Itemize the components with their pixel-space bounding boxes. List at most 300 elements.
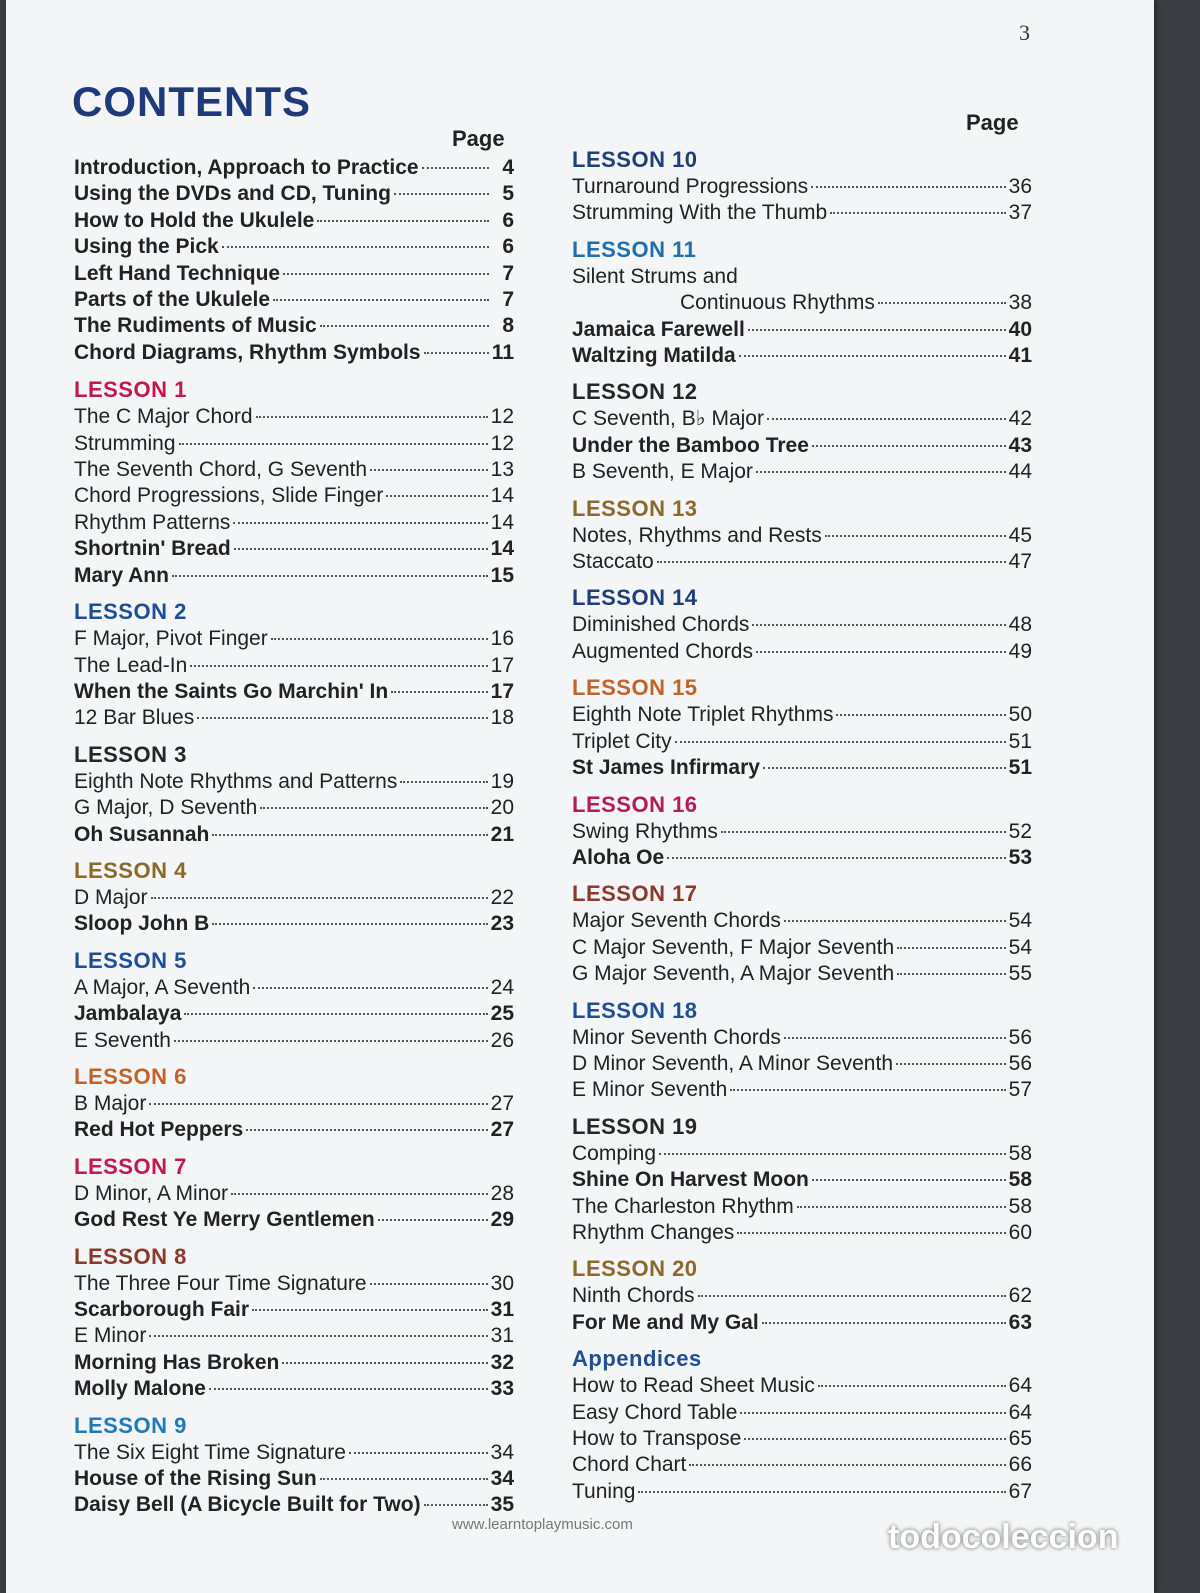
lesson-heading: LESSON 19 — [572, 1113, 698, 1139]
toc-entry — [74, 705, 514, 731]
toc-entry — [572, 1452, 1032, 1478]
book-page — [6, 0, 1154, 1593]
entry-page-number: 43 — [1008, 433, 1032, 457]
dot-leader — [896, 1063, 1006, 1065]
dot-leader — [320, 325, 489, 327]
entry-page-number: 8 — [502, 314, 514, 338]
entry-page-number: 62 — [1008, 1284, 1032, 1308]
dot-leader — [252, 1309, 488, 1311]
entry-page-number: 24 — [490, 975, 514, 999]
entry-title: Shine On Harvest Moon — [572, 1168, 809, 1192]
toc-entry — [572, 935, 1032, 961]
entry-title: Notes, Rhythms and Rests — [572, 523, 822, 547]
lesson-heading: LESSON 15 — [572, 675, 698, 701]
entry-page-number: 14 — [490, 537, 514, 561]
dot-leader — [179, 443, 488, 445]
entry-title: Comping — [572, 1141, 657, 1165]
dot-leader — [784, 920, 1006, 922]
entry-page-number: 4 — [502, 156, 514, 179]
entry-page-number: 27 — [490, 1091, 514, 1115]
entry-page-number: 11 — [491, 340, 514, 364]
entry-title: Aloha Oe — [572, 845, 665, 869]
dot-leader — [151, 897, 488, 899]
entry-title: Eighth Note Rhythms and Patterns — [74, 769, 398, 793]
dot-leader — [222, 246, 489, 248]
entry-page-number: 41 — [1008, 344, 1032, 368]
entry-title: Major Seventh Chords — [572, 909, 781, 933]
dot-leader — [378, 1219, 488, 1221]
entry-title: Triplet City — [572, 729, 672, 753]
dot-leader — [825, 535, 1006, 537]
entry-page-number: 6 — [502, 235, 514, 259]
toc-entry — [74, 1350, 514, 1376]
entry-page-number: 47 — [1008, 550, 1032, 574]
toc-entry — [74, 1323, 514, 1349]
toc-entry — [572, 1310, 1032, 1336]
dot-leader — [784, 1037, 1006, 1039]
dot-leader — [422, 167, 489, 169]
dot-leader — [740, 1412, 1005, 1414]
entry-page-number: 35 — [490, 1493, 514, 1517]
toc-entry — [572, 639, 1032, 665]
lesson-heading: LESSON 1 — [74, 377, 187, 403]
toc-entry — [572, 1373, 1032, 1399]
dot-leader — [282, 1362, 487, 1364]
entry-page-number: 14 — [490, 510, 514, 534]
dot-leader — [424, 1504, 488, 1506]
dot-leader — [675, 741, 1006, 743]
entry-page-number: 50 — [1008, 703, 1032, 727]
lesson-heading: LESSON 3 — [74, 741, 187, 767]
entry-page-number: 65 — [1008, 1427, 1032, 1450]
entry-page-number: 45 — [1008, 523, 1032, 547]
entry-page-number: 25 — [490, 1002, 514, 1026]
dot-leader — [830, 212, 1005, 214]
entry-title: Parts of the Ukulele — [74, 288, 271, 312]
entry-page-number: 31 — [490, 1324, 514, 1348]
entry-title: The C Major Chord — [74, 405, 253, 429]
toc-entry — [74, 234, 514, 260]
entry-page-number: 52 — [1008, 819, 1032, 843]
page-title: CONTENTS — [72, 78, 311, 125]
toc-entry — [74, 483, 514, 509]
dot-leader — [897, 973, 1005, 975]
entry-title: How to Hold the Ukulele — [74, 208, 315, 232]
toc-entry — [74, 155, 514, 181]
entry-title: G Major Seventh, A Major Seventh — [572, 962, 895, 986]
entry-page-number: 7 — [502, 261, 514, 285]
dot-leader — [657, 561, 1006, 563]
entry-title: Daisy Bell (A Bicycle Built for Two) — [74, 1493, 421, 1517]
dot-leader — [797, 1206, 1006, 1208]
toc-entry — [74, 885, 514, 911]
entry-page-number: 32 — [490, 1350, 514, 1374]
entry-page-number: 53 — [1008, 845, 1032, 869]
entry-title: Tuning — [572, 1479, 636, 1503]
toc-entry — [74, 536, 514, 562]
entry-title: The Charleston Rhythm — [572, 1194, 794, 1218]
toc-entry — [74, 1376, 514, 1402]
toc-entry — [74, 975, 514, 1001]
page-column-header-left: Page — [452, 126, 505, 151]
entry-title: Molly Malone — [74, 1377, 206, 1401]
entry-title: Introduction, Approach to Practice — [74, 156, 419, 179]
dot-leader — [349, 1452, 488, 1454]
entry-title: B Major — [74, 1091, 147, 1115]
toc-entry — [74, 679, 514, 705]
dot-leader — [209, 1388, 488, 1390]
entry-title: 12 Bar Blues — [74, 706, 195, 730]
entry-title: Sloop John B — [74, 912, 210, 936]
entry-title: Easy Chord Table — [572, 1400, 738, 1424]
entry-title-line: Silent Strums and — [572, 264, 738, 288]
dot-leader — [386, 495, 487, 497]
entry-page-number: 60 — [1008, 1220, 1032, 1244]
entry-page-number: 22 — [490, 885, 514, 909]
entry-title: The Three Four Time Signature — [74, 1271, 367, 1295]
entry-title: For Me and My Gal — [572, 1310, 759, 1334]
dot-leader — [756, 651, 1006, 653]
entry-title: Ninth Chords — [572, 1284, 695, 1308]
entry-page-number: 18 — [490, 706, 514, 730]
entry-title: Turnaround Progressions — [572, 175, 809, 198]
lesson-heading: LESSON 9 — [74, 1412, 187, 1438]
entry-title: Red Hot Peppers — [74, 1118, 244, 1142]
lesson-heading: LESSON 12 — [572, 379, 698, 405]
dot-leader — [233, 522, 487, 524]
toc-entry — [74, 653, 514, 679]
dot-leader — [811, 186, 1005, 188]
entry-page-number: 23 — [490, 912, 514, 936]
lesson-heading: Appendices — [572, 1346, 702, 1372]
contents-column-left — [74, 155, 514, 1519]
entry-page-number: 19 — [490, 769, 514, 793]
entry-title: Strumming — [74, 431, 176, 455]
toc-entry — [74, 1492, 514, 1518]
toc-entry — [572, 729, 1032, 755]
dot-leader — [283, 273, 489, 275]
toc-entry — [572, 433, 1032, 459]
entry-title: C Major Seventh, F Major Seventh — [572, 935, 895, 959]
entry-title: Rhythm Changes — [572, 1220, 735, 1244]
dot-leader — [744, 1438, 1005, 1440]
entry-page-number: 58 — [1008, 1168, 1032, 1192]
lesson-heading: LESSON 16 — [572, 791, 698, 817]
entry-page-number: 44 — [1008, 460, 1032, 484]
entry-title: Using the DVDs and CD, Tuning — [74, 182, 391, 206]
lesson-heading: LESSON 8 — [74, 1243, 187, 1269]
entry-page-number: 29 — [490, 1208, 514, 1232]
toc-entry — [74, 1117, 514, 1143]
toc-entry — [74, 822, 514, 848]
entry-page-number: 17 — [490, 679, 514, 703]
toc-entry — [572, 1167, 1032, 1193]
entry-page-number: 20 — [490, 796, 514, 820]
entry-title: Diminished Chords — [572, 613, 750, 637]
entry-title: Chord Diagrams, Rhythm Symbols — [74, 340, 421, 364]
entry-title: Swing Rhythms — [572, 819, 718, 843]
toc-entry — [74, 1181, 514, 1207]
entry-title: A Major, A Seventh — [74, 975, 251, 999]
lesson-heading: LESSON 18 — [572, 997, 698, 1023]
website-footer: www.learntoplaymusic.com — [452, 1516, 633, 1533]
toc-entry — [572, 200, 1032, 226]
dot-leader — [370, 1283, 488, 1285]
entry-page-number: 56 — [1008, 1051, 1032, 1075]
entry-title: Continuous Rhythms — [680, 291, 875, 315]
toc-entry — [572, 819, 1032, 845]
entry-page-number: 63 — [1008, 1310, 1032, 1334]
toc-entry — [572, 549, 1032, 575]
entry-page-number: 54 — [1008, 909, 1032, 933]
toc-entry — [572, 406, 1032, 432]
toc-entry — [74, 457, 514, 483]
dot-leader — [184, 1013, 487, 1015]
toc-entry — [74, 563, 514, 589]
entry-page-number: 26 — [490, 1028, 514, 1052]
dot-leader — [748, 329, 1006, 331]
dot-leader — [667, 857, 1005, 859]
toc-entry — [74, 287, 514, 313]
dot-leader — [424, 352, 489, 354]
toc-entry — [572, 1283, 1032, 1309]
dot-leader — [320, 1478, 488, 1480]
toc-entry — [572, 290, 1032, 316]
entry-title: Chord Progressions, Slide Finger — [74, 484, 384, 508]
toc-entry — [74, 404, 514, 430]
lesson-heading: LESSON 5 — [74, 947, 187, 973]
toc-entry — [572, 174, 1032, 200]
toc-entry — [572, 1141, 1032, 1167]
dot-leader — [197, 717, 487, 719]
entry-title: Morning Has Broken — [74, 1350, 280, 1374]
dot-leader — [659, 1153, 1006, 1155]
toc-entry — [572, 1220, 1032, 1246]
toc-entry — [572, 1025, 1032, 1051]
dot-leader — [812, 1179, 1006, 1181]
entry-page-number: 40 — [1008, 317, 1032, 341]
entry-title: D Minor Seventh, A Minor Seventh — [572, 1051, 893, 1075]
toc-entry — [74, 510, 514, 536]
entry-page-number: 48 — [1008, 613, 1032, 637]
entry-page-number: 17 — [490, 653, 514, 677]
entry-page-number: 15 — [490, 563, 514, 587]
entry-page-number: 58 — [1008, 1141, 1032, 1165]
entry-title: Using the Pick — [74, 235, 219, 259]
entry-page-number: 13 — [490, 458, 514, 482]
toc-entry — [572, 343, 1032, 369]
entry-page-number: 38 — [1008, 291, 1032, 315]
entry-title: House of the Rising Sun — [74, 1467, 317, 1491]
dot-leader — [763, 767, 1006, 769]
dot-leader — [271, 638, 488, 640]
toc-entry — [74, 626, 514, 652]
entry-title: D Major — [74, 885, 148, 909]
dot-leader — [756, 471, 1006, 473]
entry-title: D Minor, A Minor — [74, 1181, 229, 1205]
toc-entry — [74, 1297, 514, 1323]
dot-leader — [400, 781, 487, 783]
entry-page-number: 30 — [490, 1271, 514, 1295]
entry-page-number: 56 — [1008, 1025, 1032, 1049]
entry-page-number: 64 — [1008, 1400, 1032, 1424]
entry-title: Waltzing Matilda — [572, 344, 736, 368]
entry-title: F Major, Pivot Finger — [74, 627, 268, 651]
dot-leader — [149, 1335, 487, 1337]
entry-title: The Seventh Chord, G Seventh — [74, 458, 368, 482]
entry-title: When the Saints Go Marchin' In — [74, 679, 389, 703]
toc-entry — [572, 755, 1032, 781]
entry-title: Oh Susannah — [74, 822, 210, 846]
entry-title: The Six Eight Time Signature — [74, 1440, 346, 1464]
entry-page-number: 7 — [502, 288, 514, 312]
entry-page-number: 54 — [1008, 935, 1032, 959]
entry-title: Strumming With the Thumb — [572, 201, 828, 225]
lesson-heading: LESSON 17 — [572, 881, 698, 907]
toc-entry — [74, 1440, 514, 1466]
entry-title: Under the Bamboo Tree — [572, 433, 809, 457]
entry-page-number: 31 — [490, 1298, 514, 1321]
entry-page-number: 5 — [502, 182, 514, 206]
dot-leader — [253, 987, 487, 989]
entry-title: Left Hand Technique — [74, 261, 281, 285]
lesson-heading: LESSON 13 — [572, 495, 698, 521]
lesson-heading: LESSON 4 — [74, 857, 187, 883]
dot-leader — [752, 624, 1005, 626]
dot-leader — [190, 665, 487, 667]
entry-title: Augmented Chords — [572, 639, 753, 663]
dot-leader — [737, 1232, 1005, 1234]
toc-entry — [74, 261, 514, 287]
dot-leader — [212, 834, 487, 836]
entry-title: C Seventh, B♭ Major — [572, 407, 764, 431]
entry-page-number: 12 — [490, 405, 514, 429]
toc-entry — [74, 769, 514, 795]
entry-title: Shortnin' Bread — [74, 537, 231, 561]
page-column-header-right: Page — [966, 110, 1019, 135]
toc-entry — [74, 1207, 514, 1233]
entry-page-number: 64 — [1008, 1374, 1032, 1398]
entry-title: Eighth Note Triplet Rhythms — [572, 703, 834, 727]
toc-entry — [572, 845, 1032, 871]
dot-leader — [818, 1385, 1006, 1387]
toc-entry — [572, 1077, 1032, 1103]
entry-page-number: 14 — [490, 484, 514, 508]
dot-leader — [231, 1193, 488, 1195]
entry-page-number: 49 — [1008, 639, 1032, 663]
toc-entry — [74, 795, 514, 821]
toc-entry — [572, 1051, 1032, 1077]
toc-entry — [74, 1271, 514, 1297]
entry-title: G Major, D Seventh — [74, 796, 258, 820]
entry-title: B Seventh, E Major — [572, 460, 753, 484]
toc-entry — [572, 702, 1032, 728]
entry-page-number: 21 — [490, 822, 514, 846]
toc-entry — [74, 340, 514, 366]
entry-page-number: 27 — [490, 1118, 514, 1142]
entry-title: God Rest Ye Merry Gentlemen — [74, 1208, 375, 1232]
dot-leader — [897, 947, 1006, 949]
toc-entry — [572, 1194, 1032, 1220]
lesson-heading: LESSON 20 — [572, 1256, 698, 1282]
toc-entry — [74, 313, 514, 339]
entry-page-number: 66 — [1008, 1453, 1032, 1477]
toc-entry — [572, 317, 1032, 343]
entry-title: Mary Ann — [74, 563, 169, 587]
lesson-heading: LESSON 10 — [572, 147, 698, 172]
entry-page-number: 51 — [1008, 729, 1032, 753]
dot-leader — [767, 418, 1006, 420]
toc-entry — [572, 459, 1032, 485]
dot-leader — [836, 714, 1005, 716]
entry-page-number: 34 — [490, 1467, 514, 1491]
entry-page-number: 37 — [1008, 201, 1032, 225]
entry-title: E Minor — [74, 1324, 147, 1348]
entry-title: Minor Seventh Chords — [572, 1025, 781, 1049]
toc-entry — [74, 208, 514, 234]
entry-title: The Lead-In — [74, 653, 188, 677]
dot-leader — [812, 445, 1006, 447]
dot-leader — [256, 416, 488, 418]
entry-title: Chord Chart — [572, 1453, 687, 1477]
toc-entry — [74, 1091, 514, 1117]
dot-leader — [212, 923, 487, 925]
entry-page-number: 55 — [1008, 962, 1032, 986]
dot-leader — [317, 220, 489, 222]
dot-leader — [739, 355, 1006, 357]
watermark-logo: todocoleccion — [888, 1518, 1119, 1556]
contents-column-right — [572, 146, 1032, 1505]
entry-title: St James Infirmary — [572, 756, 760, 780]
entry-title: E Minor Seventh — [572, 1078, 728, 1102]
dot-leader — [698, 1295, 1006, 1297]
entry-page-number: 36 — [1008, 175, 1032, 198]
entry-title: Jambalaya — [74, 1002, 182, 1026]
intro-section — [74, 155, 514, 366]
toc-entry — [572, 523, 1032, 549]
dot-leader — [174, 1040, 488, 1042]
toc-entry — [572, 612, 1032, 638]
entry-page-number: 16 — [490, 627, 514, 651]
entry-page-number: 58 — [1008, 1194, 1032, 1218]
dot-leader — [730, 1089, 1005, 1091]
entry-title: Jamaica Farewell — [572, 317, 745, 341]
toc-entry — [74, 1028, 514, 1054]
dot-leader — [234, 548, 488, 550]
toc-entry — [74, 1001, 514, 1027]
entry-page-number: 12 — [490, 431, 514, 455]
dot-leader — [370, 469, 488, 471]
toc-entry — [572, 908, 1032, 934]
dot-leader — [391, 691, 487, 693]
entry-title: How to Read Sheet Music — [572, 1374, 815, 1398]
toc-entry — [74, 1466, 514, 1492]
entry-title: E Seventh — [74, 1028, 171, 1052]
toc-entry — [74, 911, 514, 937]
lesson-heading: LESSON 14 — [572, 585, 698, 611]
entry-title: Scarborough Fair — [74, 1298, 250, 1321]
toc-entry — [572, 1479, 1032, 1505]
lesson-heading: LESSON 2 — [74, 599, 187, 625]
entry-page-number: 51 — [1008, 756, 1032, 780]
entry-title: Staccato — [572, 550, 654, 574]
entry-page-number: 42 — [1008, 407, 1032, 431]
dot-leader — [394, 193, 489, 195]
toc-entry — [572, 1400, 1032, 1426]
dot-leader — [172, 575, 488, 577]
dot-leader — [246, 1129, 487, 1131]
toc-entry — [74, 181, 514, 207]
